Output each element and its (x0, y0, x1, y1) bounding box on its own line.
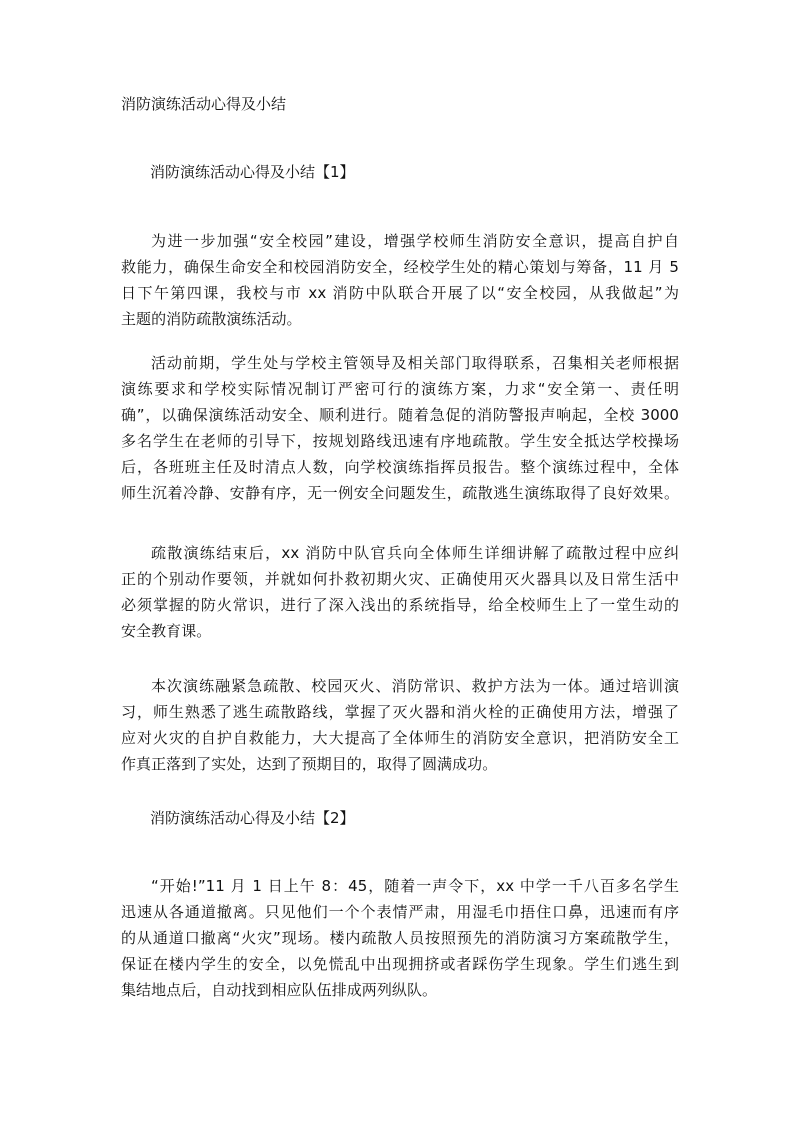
paragraph-line: 作真正落到了实处，达到了预期目的，取得了圆满成功。 (121, 755, 498, 773)
paragraph-line: 本次演练融紧急疏散、校园灭火、消防常识、救护方法为一体。通过培训演 (151, 677, 679, 695)
paragraph-line: 师生沉着冷静、安静有序，无一例安全问题发生，疏散逃生演练取得了良好效果。 (121, 484, 679, 502)
paragraph-line: 安全教育课。 (121, 622, 212, 640)
paragraph-line: 习，师生熟悉了逃生疏散路线，掌握了灭火器和消火栓的正确使用方法，增强了 (121, 703, 679, 721)
paragraph-line: 演练要求和学校实际情况制订严密可行的演练方案，力求“安全第一、责任明 (121, 380, 679, 398)
paragraph-line: 正的个别动作要领，并就如何扑救初期火灾、正确使用灭火器具以及日常生活中 (121, 570, 679, 588)
paragraph-line: 疏散演练结束后，xx 消防中队官兵向全体师生详细讲解了疏散过程中应纠 (151, 544, 679, 562)
paragraph-line: 活动前期，学生处与学校主管领导及相关部门取得联系，召集相关老师根据 (151, 354, 679, 372)
paragraph-line: “开始!”11 月 1 日上午 8：45，随着一声令下，xx 中学一千八百多名学生 (151, 877, 679, 895)
paragraph-line: 主题的消防疏散演练活动。 (121, 310, 302, 328)
paragraph (121, 228, 679, 332)
paragraph-line: 日下午第四课，我校与市 xx 消防中队联合开展了以“安全校园，从我做起”为 (121, 284, 679, 302)
section-heading: 消防演练活动心得及小结【2】 (150, 809, 355, 827)
paragraph (121, 350, 679, 506)
paragraph-line: 的从通道口撤离“火灾”现场。楼内疏散人员按照预先的消防演习方案疏散学生， (121, 929, 679, 947)
paragraph-line: 后，各班班主任及时清点人数，向学校演练指挥员报告。整个演练过程中，全体 (121, 458, 679, 476)
document-title: 消防演练活动心得及小结 (121, 95, 287, 113)
paragraph-line: 为进一步加强“安全校园”建设，增强学校师生消防安全意识，提高自护自 (151, 232, 679, 250)
paragraph-line: 集结地点后，自动找到相应队伍排成两列纵队。 (121, 981, 438, 999)
paragraph-line: 保证在楼内学生的安全，以免慌乱中出现拥挤或者踩伤学生现象。学生们逃生到 (121, 955, 679, 973)
paragraph-line: 必须掌握的防火常识，进行了深入浅出的系统指导，给全校师生上了一堂生动的 (121, 596, 679, 614)
paragraph-line: 救能力，确保生命安全和校园消防安全，经校学生处的精心策划与筹备，11 月 5 (121, 258, 679, 276)
paragraph-line: 应对火灾的自护自救能力，大大提高了全体师生的消防安全意识，把消防安全工 (121, 729, 679, 747)
paragraph-line: 多名学生在老师的引导下，按规划路线迅速有序地疏散。学生安全抵达学校操场 (121, 432, 679, 450)
paragraph (121, 673, 679, 777)
paragraph (121, 540, 679, 644)
section-heading: 消防演练活动心得及小结【1】 (150, 163, 355, 181)
paragraph-line: 迅速从各通道撤离。只见他们一个个表情严肃，用湿毛巾捂住口鼻，迅速而有序 (121, 903, 679, 921)
paragraph-line: 确”，以确保演练活动安全、顺利进行。随着急促的消防警报声响起，全校 3000 (121, 406, 679, 424)
paragraph (121, 873, 679, 1003)
